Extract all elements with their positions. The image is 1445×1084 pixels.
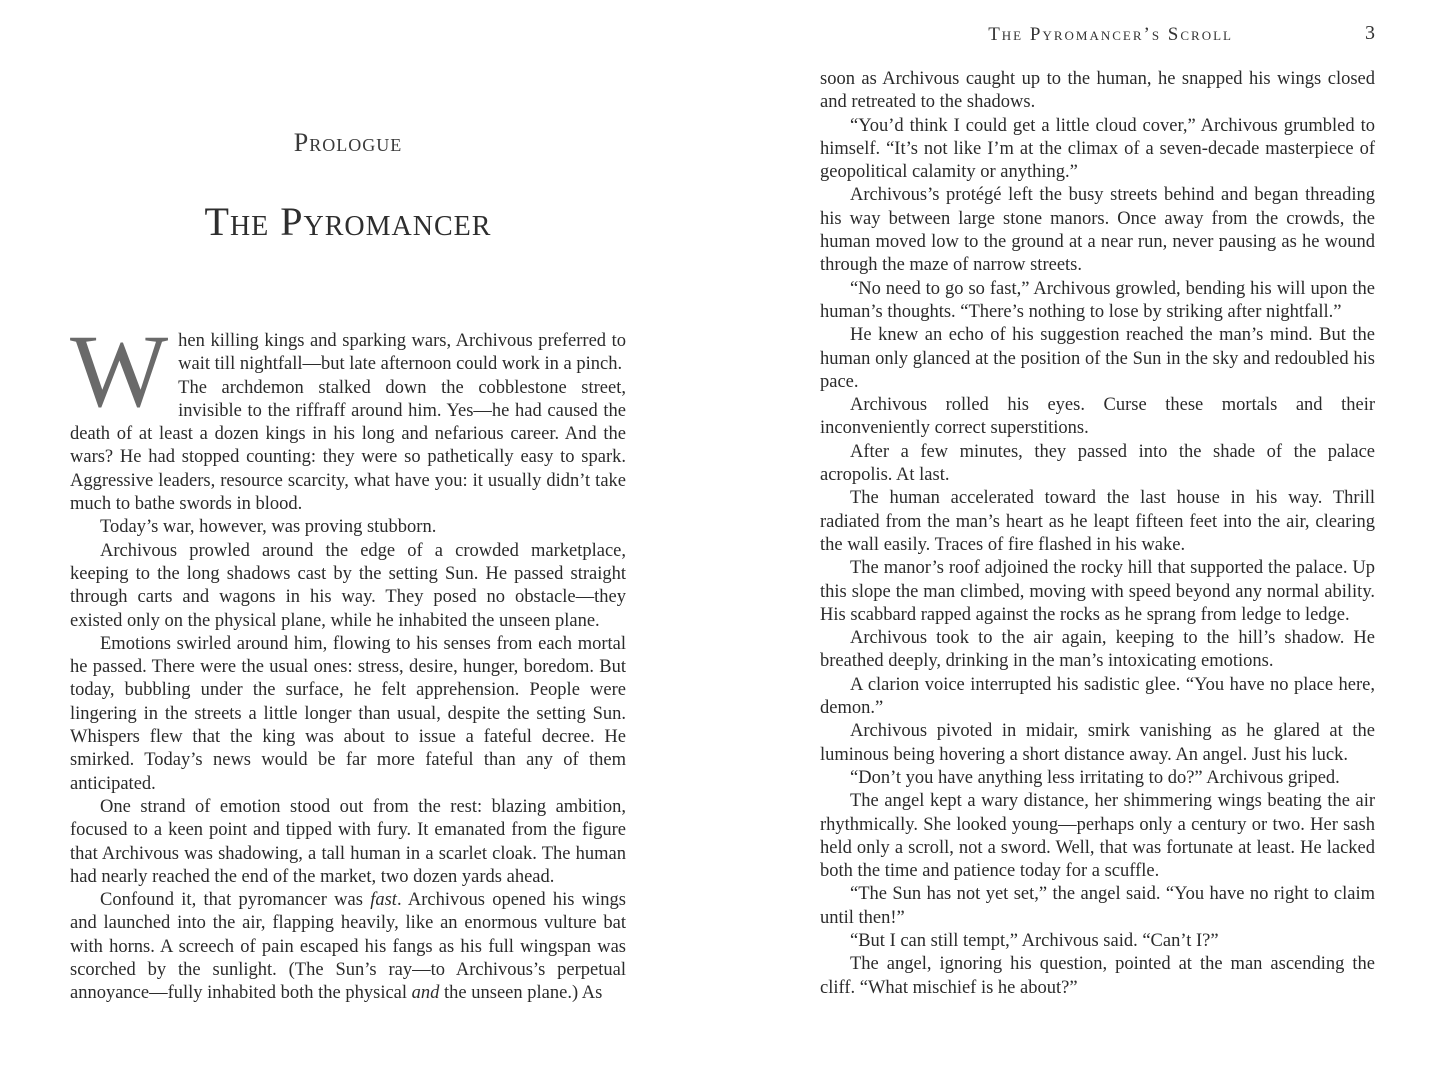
- paragraph: Archivous’s protégé left the busy streets behind and began threading his way between large stone manors. Once away from the crowds, the human moved low to the ground at a near run, never pausing as he wound through the maze of narrow streets.: [820, 185, 1375, 276]
- paragraph: Archivous took to the air again, keeping to the hill’s shadow. He breathed deeply, drinking in the man’s intoxicating emotions.: [820, 628, 1375, 672]
- paragraph: One strand of emotion stood out from the rest: blazing ambition, focused to a keen point and tipped with fury. It emanated from the figure that Archivous was shadowing, a tall human in a scarlet cloak. The human had nearly reached the end of the market, two dozen yards ahead.: [70, 796, 626, 887]
- paragraph: The manor’s roof adjoined the rocky hill that supported the palace. Up this slope the man climbed, moving with speed beyond any normal ability. His scabbard rapped against the rocks as he sprang from ledge to ledge.: [820, 558, 1375, 625]
- text-run: Confound it, that pyromancer was: [100, 890, 371, 911]
- paragraph: “But I can still tempt,” Archivous said. “Can’t I?”: [850, 930, 1219, 951]
- paragraph: The archdemon stalked down the cobblestone street, invisible to the riffraff around him. Yes—he had caused the death of at least a dozen kings in his long and nefarious career. And the wars? He had stopped counting: they were so pathetically easy to spark. Aggressive leaders, resource scarcity, what have you: it usually didn’t take much to bathe swords in blood.: [70, 377, 626, 515]
- paragraph: “Don’t you have anything less irritating to do?” Archivous griped.: [850, 767, 1340, 788]
- chapter-title: The Pyromancer: [204, 199, 492, 244]
- paragraph: Archivous prowled around the edge of a crowded marketplace, keeping to the long shadows cast by the setting Sun. He passed straight through carts and wagons in his way. They posed no obstacle—they existed only on the physical plane, while he inhabited the unseen plane.: [70, 540, 626, 631]
- text-run: . Archivous opened his wings and launched into the air, flapping heavily, like an enormous vulture bat with horns. A screech of pain escaped his fangs as his full wingspan was scorched by the sunlight. (The Sun’s ray—to Archivous’s perpetual annoyance—fully inhabited both the physical: [70, 890, 626, 1004]
- paragraph: “The Sun has not yet set,” the angel said. “You have no right to claim until then!”: [820, 884, 1375, 928]
- paragraph: He knew an echo of his suggestion reached the man’s mind. But the human only glanced at the position of the Sun in the sky and redoubled his pace.: [820, 325, 1375, 392]
- paragraph: “You’d think I could get a little cloud cover,” Archivous grumbled to himself. “It’s not like I’m at the climax of a seven-decade masterpiece of geopolitical calamity or anything.”: [820, 115, 1375, 183]
- prologue-label: Prologue: [293, 128, 403, 157]
- paragraph: The angel, ignoring his question, pointed at the man ascending the cliff. “What mischief is he about?”: [820, 954, 1375, 998]
- running-header: [820, 24, 1375, 52]
- paragraph: Archivous rolled his eyes. Curse these mortals and their inconveniently correct superstitions.: [820, 395, 1375, 439]
- paragraph: A clarion voice interrupted his sadistic glee. “You have no place here, demon.”: [820, 674, 1375, 719]
- paragraph: “No need to go so fast,” Archivous growled, bending his will upon the human’s thoughts. “There’s nothing to lose by striking after nightfall.”: [820, 278, 1375, 322]
- left-page-body: [70, 314, 626, 1006]
- text-run: the unseen plane.) As: [439, 983, 603, 1004]
- right-page: [820, 68, 1375, 1000]
- opening-text: hen killing kings and sparking wars, Archivous preferred to wait till nightfall—but late afternoon could work in a pinch.: [178, 331, 626, 375]
- paragraph: [70, 889, 626, 1005]
- opening-paragraph: [70, 314, 626, 429]
- running-title: The Pyromancer’s Scroll: [988, 24, 1233, 45]
- emphasis: fast: [370, 890, 397, 911]
- paragraph: Archivous pivoted in midair, smirk vanishing as he glared at the luminous being hovering a short distance away. An angel. Just his luck.: [820, 721, 1375, 765]
- paragraph: Today’s war, however, was proving stubborn.: [100, 517, 437, 538]
- paragraph: The angel kept a wary distance, her shimmering wings beating the air rhythmically. She looked young—perhaps only a century or two. Her sash held only a scroll, not a sword. Well, that was fortunate at least. He lacked both the time and patience today for a scuffle.: [820, 791, 1375, 882]
- paragraph: Emotions swirled around him, flowing to his senses from each mortal he passed. There were the usual ones: stress, desire, hunger, boredom. But today, bubbling under the surface, he felt apprehension. People were lingering in the streets a little longer than usual, despite the setting Sun. Whispers flew that the king was about to issue a fateful decree. He smirked. Today’s news would be far more fateful than any of them anticipated.: [70, 633, 626, 794]
- emphasis: and: [411, 983, 440, 1004]
- continuation-paragraph: soon as Archivous caught up to the human, he snapped his wings closed and retreated to the shadows.: [820, 69, 1375, 113]
- paragraph: The human accelerated toward the last house in his way. Thrill radiated from the man’s heart as he leapt fifteen feet into the air, clearing the wall easily. Traces of fire flashed in his wake.: [820, 488, 1375, 555]
- drop-cap: W: [70, 314, 169, 429]
- page-number: 3: [1365, 22, 1375, 44]
- paragraph: After a few minutes, they passed into the shade of the palace acropolis. At last.: [820, 441, 1375, 486]
